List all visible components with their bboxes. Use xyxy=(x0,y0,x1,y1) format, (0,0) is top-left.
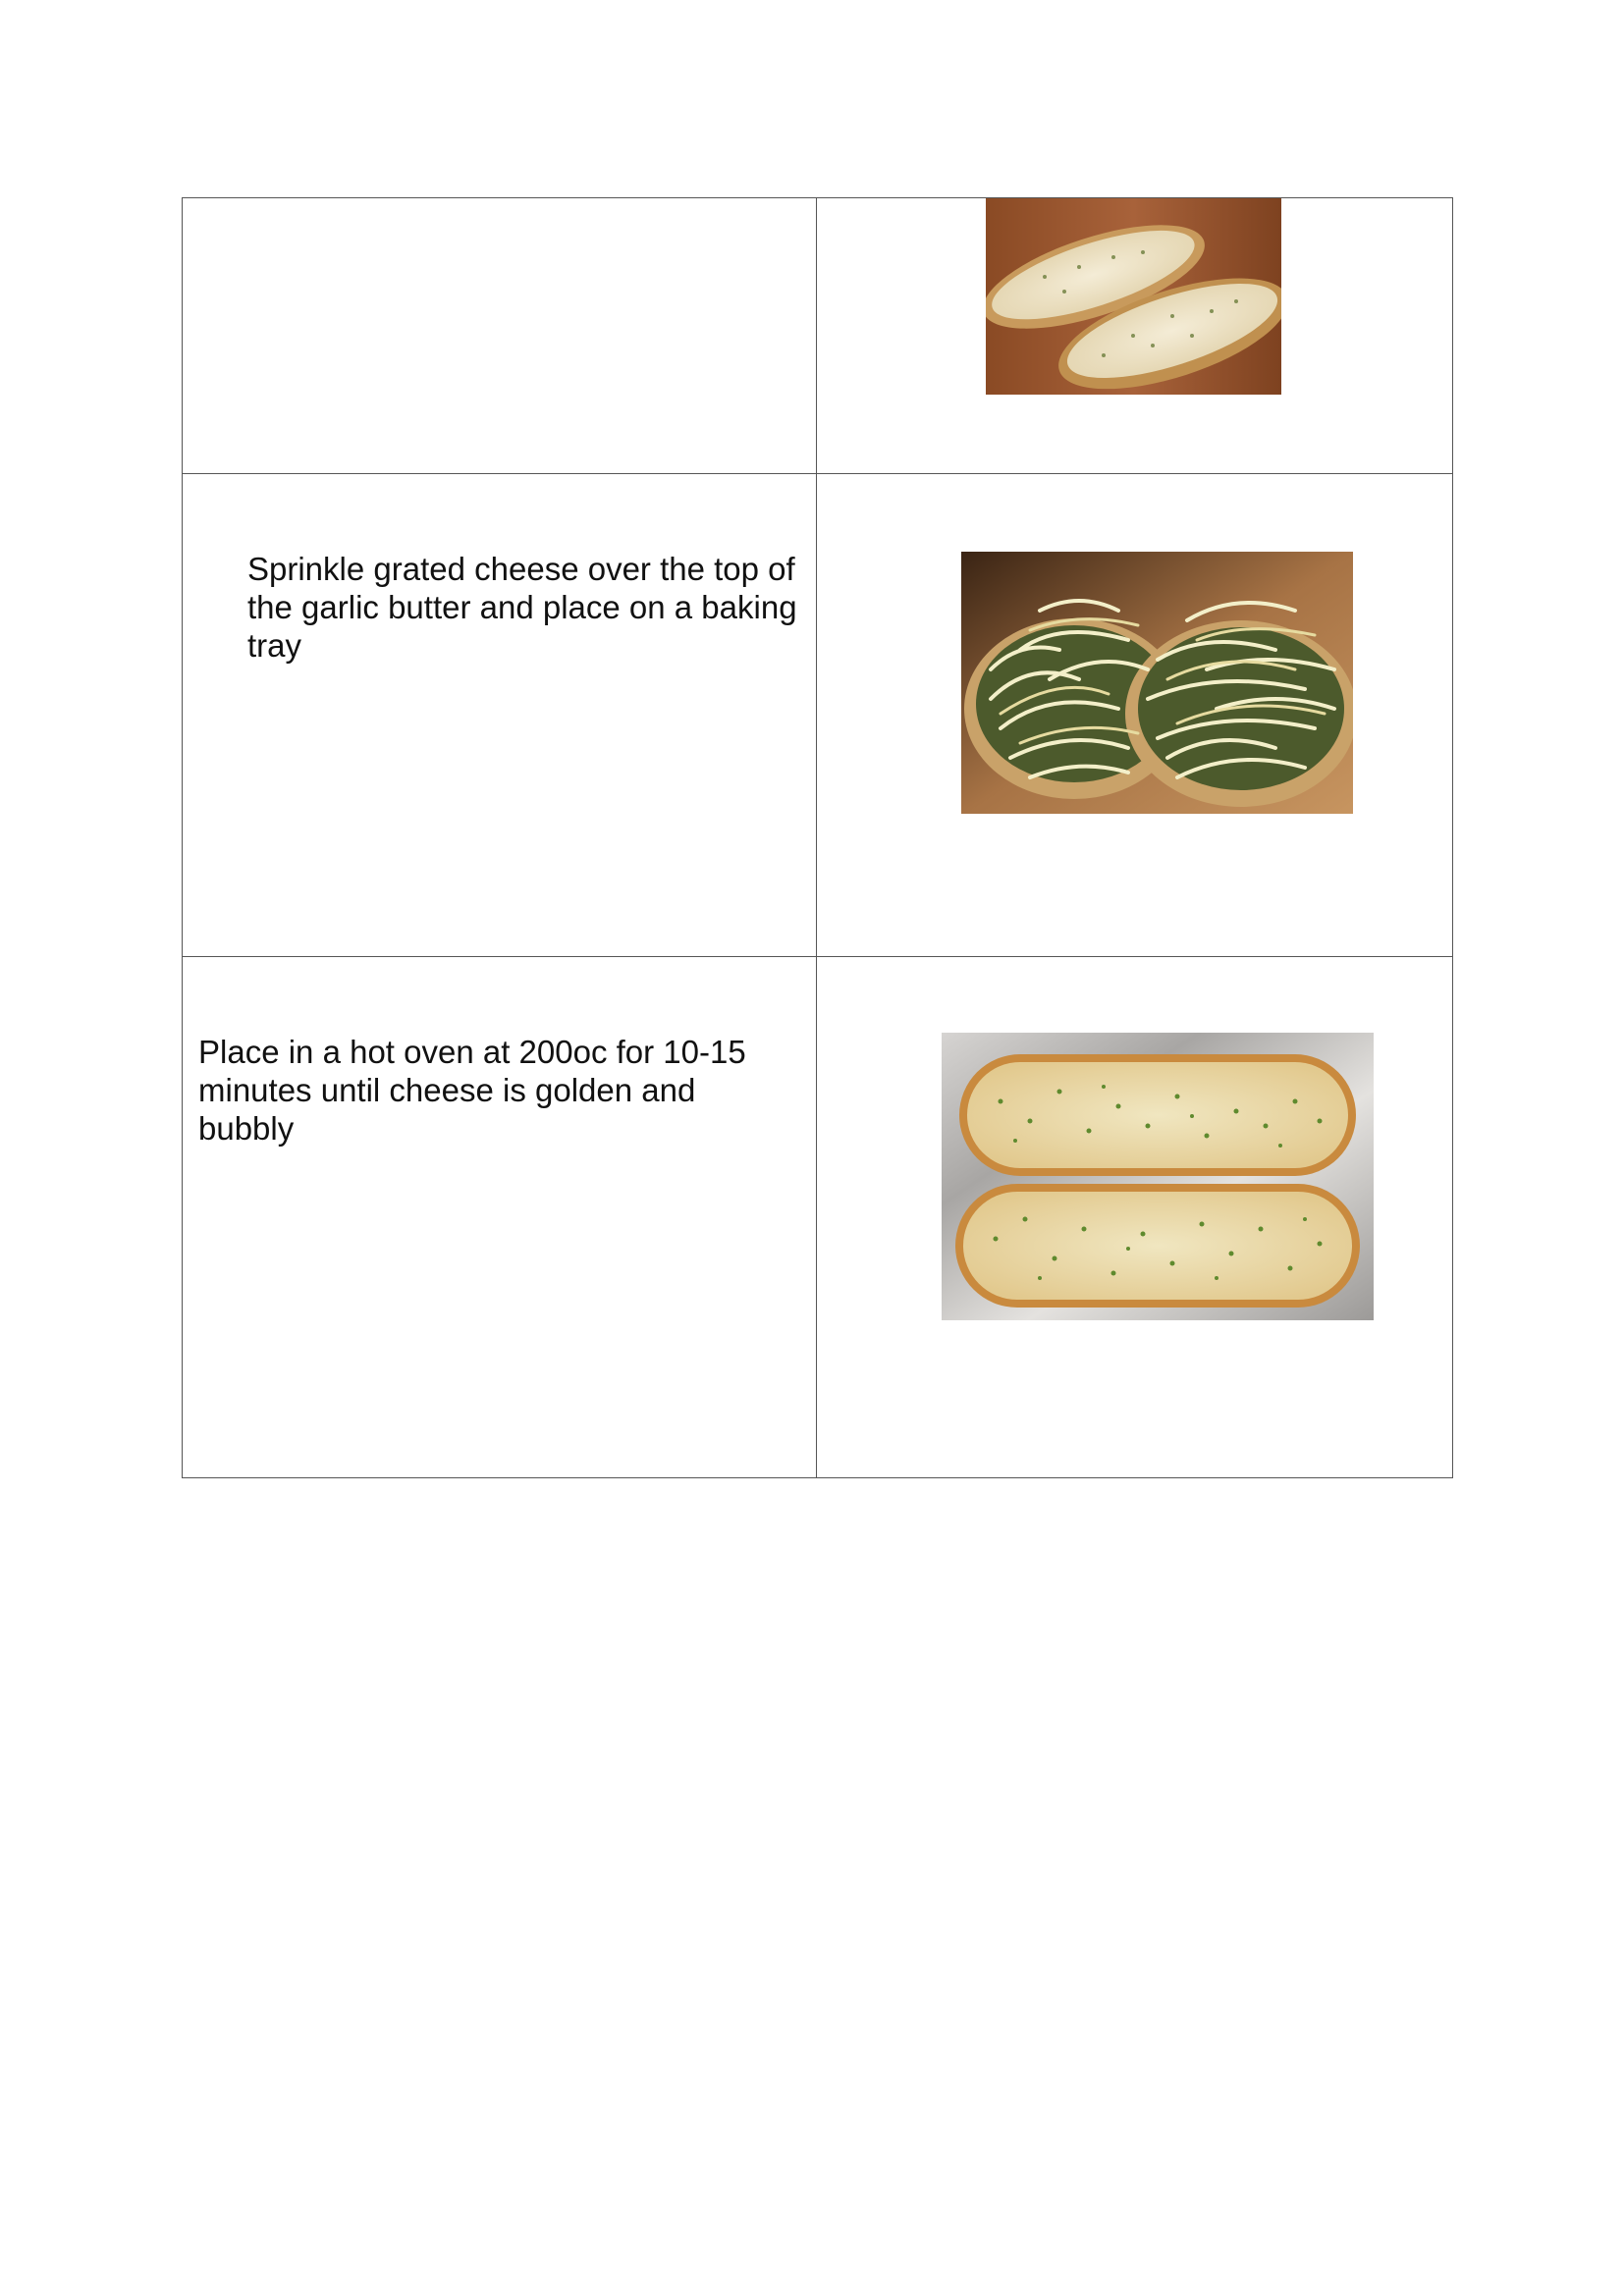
step-instruction: Sprinkle grated cheese over the top of the garlic butter and place on a baking tray xyxy=(247,551,797,664)
recipe-steps-table xyxy=(182,197,1453,1478)
garlic-butter-bread-photo xyxy=(986,198,1281,395)
table-row xyxy=(183,957,1453,1478)
step-text-cell xyxy=(183,957,817,1478)
garlic-butter-bread-icon xyxy=(986,198,1281,395)
step-text-cell xyxy=(183,198,817,474)
table-row xyxy=(183,474,1453,957)
baked-garlic-bread-icon xyxy=(942,1033,1374,1320)
baked-garlic-bread-photo xyxy=(942,1033,1374,1320)
step-image-cell xyxy=(817,474,1453,957)
step-image-cell xyxy=(817,198,1453,474)
step-image-cell xyxy=(817,957,1453,1478)
cheese-topped-bread-icon xyxy=(961,552,1353,814)
step-instruction: Place in a hot oven at 200oc for 10-15 minutes until cheese is golden and bubbly xyxy=(198,1034,746,1147)
table-row xyxy=(183,198,1453,474)
step-text-cell xyxy=(183,474,817,957)
cheese-topped-bread-photo xyxy=(961,552,1353,814)
